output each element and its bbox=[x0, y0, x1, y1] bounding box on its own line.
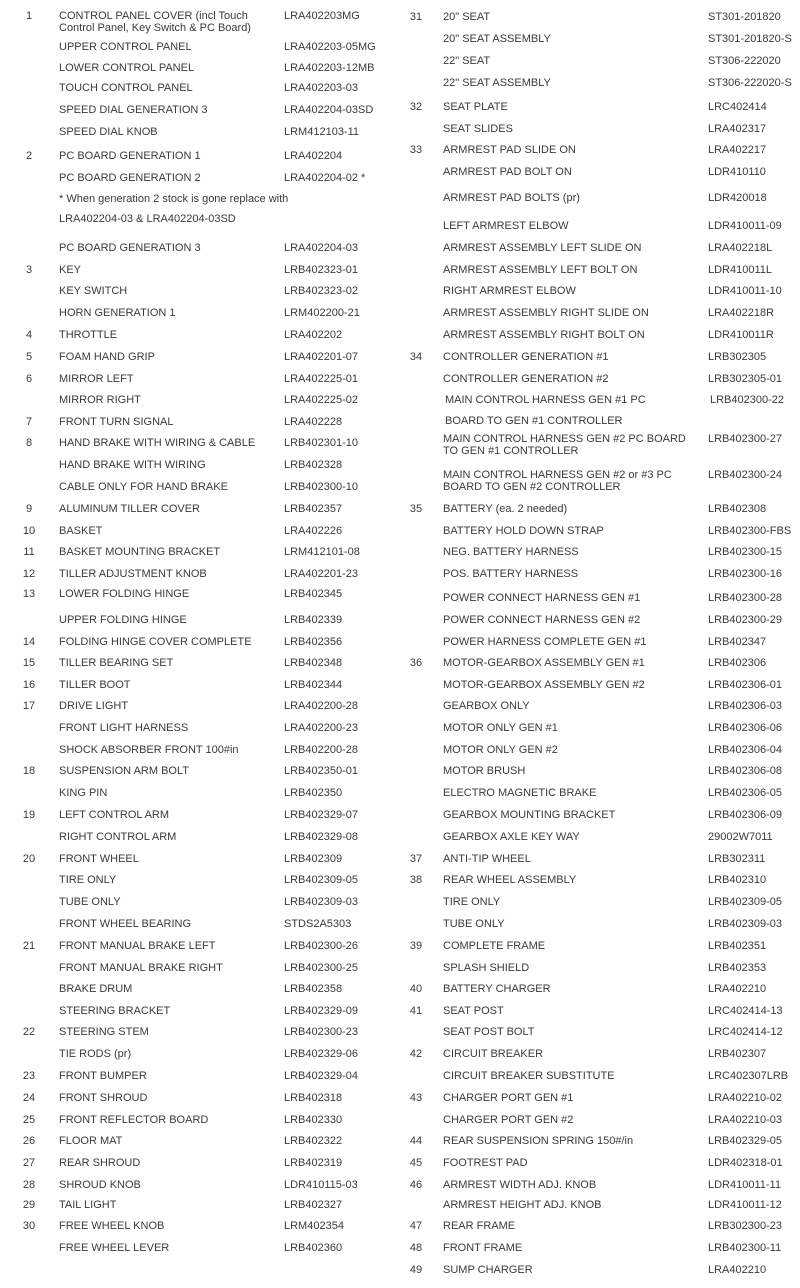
item-number: 49 bbox=[409, 1264, 423, 1276]
item-number: 15 bbox=[22, 657, 36, 669]
part-description: ARMREST PAD BOLTS (pr) bbox=[443, 192, 580, 204]
part-number: LRA402218R bbox=[708, 307, 775, 319]
part-number: LRA402200-28 bbox=[284, 700, 359, 712]
part-description: CABLE ONLY FOR HAND BRAKE bbox=[59, 481, 228, 493]
part-number: LRB402306-03 bbox=[708, 700, 783, 712]
part-description: MOTOR ONLY GEN #2 bbox=[443, 744, 558, 756]
part-description: FREE WHEEL KNOB bbox=[59, 1220, 165, 1232]
item-number: 8 bbox=[25, 437, 33, 449]
part-description: FLOOR MAT bbox=[59, 1135, 123, 1147]
part-description: PC BOARD GENERATION 1 bbox=[59, 150, 201, 162]
part-number: LRA402204-03SD bbox=[284, 104, 374, 116]
part-description: TUBE ONLY bbox=[443, 918, 505, 930]
part-description: UPPER CONTROL PANEL bbox=[59, 41, 192, 53]
part-number: LRA402203-03 bbox=[284, 82, 359, 94]
part-number: LRA402317 bbox=[708, 123, 767, 135]
part-description: SEAT POST BOLT bbox=[443, 1026, 535, 1038]
part-number: LDR410011-12 bbox=[708, 1199, 782, 1211]
part-description: REAR SHROUD bbox=[59, 1157, 141, 1169]
part-number: ST301-201820-S bbox=[708, 33, 792, 45]
item-number: 5 bbox=[25, 351, 33, 363]
part-number: LDR420018 bbox=[708, 192, 767, 204]
part-description: SPEED DIAL GENERATION 3 bbox=[59, 104, 208, 116]
part-description: COMPLETE FRAME bbox=[443, 940, 546, 952]
part-description: SUMP CHARGER bbox=[443, 1264, 533, 1276]
item-number: 31 bbox=[409, 11, 423, 23]
part-description: FRONT MANUAL BRAKE LEFT bbox=[59, 940, 216, 952]
item-number: 4 bbox=[25, 329, 33, 341]
part-description: MAIN CONTROL HARNESS GEN #2 or #3 PC BOARD TO GEN #2 CONTROLLER bbox=[443, 469, 672, 493]
part-description: MIRROR RIGHT bbox=[59, 394, 141, 406]
part-description: FREE WHEEL LEVER bbox=[59, 1242, 170, 1254]
part-number: LDR410011-09 bbox=[708, 220, 782, 232]
part-description: SHROUD KNOB bbox=[59, 1179, 141, 1191]
part-description: FRONT SHROUD bbox=[59, 1092, 148, 1104]
part-description: POS. BATTERY HARNESS bbox=[443, 568, 579, 580]
part-number: LDR410011-11 bbox=[708, 1179, 781, 1191]
part-description: ARMREST PAD BOLT ON bbox=[443, 166, 572, 178]
part-description: FRONT LIGHT HARNESS bbox=[59, 722, 189, 734]
part-number: LRA402218L bbox=[708, 242, 773, 254]
item-number: 14 bbox=[22, 636, 36, 648]
part-number: LRA402210-02 bbox=[708, 1092, 783, 1104]
item-number: 25 bbox=[22, 1114, 36, 1126]
part-number: LRB402301-10 bbox=[284, 437, 359, 449]
item-number: 36 bbox=[409, 657, 423, 669]
part-number: LRM402354 bbox=[284, 1220, 344, 1232]
part-description: TAIL LIGHT bbox=[59, 1199, 117, 1211]
part-number: LRB402344 bbox=[284, 679, 343, 691]
part-number: LRA402201-07 bbox=[284, 351, 359, 363]
part-description: MOTOR-GEARBOX ASSEMBLY GEN #2 bbox=[443, 679, 645, 691]
item-number: 16 bbox=[22, 679, 36, 691]
part-description: TIE RODS (pr) bbox=[59, 1048, 132, 1060]
part-number: LRA402201-23 bbox=[284, 568, 359, 580]
part-description: FRONT REFLECTOR BOARD bbox=[59, 1114, 209, 1126]
part-description: FOLDING HINGE COVER COMPLETE bbox=[59, 636, 252, 648]
part-description: KEY bbox=[59, 264, 82, 276]
part-description: ARMREST ASSEMBLY LEFT BOLT ON bbox=[443, 264, 638, 276]
part-number: LRA402210 bbox=[708, 983, 767, 995]
part-description: KING PIN bbox=[59, 787, 108, 799]
part-number: LRB402300-29 bbox=[708, 614, 783, 626]
part-description: ARMREST ASSEMBLY RIGHT BOLT ON bbox=[443, 329, 645, 341]
part-number: LRA402210-03 bbox=[708, 1114, 783, 1126]
part-number: LRB402360 bbox=[284, 1242, 343, 1254]
part-number: LDR410011R bbox=[708, 329, 774, 341]
part-description: LOWER FOLDING HINGE bbox=[59, 588, 190, 600]
part-number: LRB402329-05 bbox=[708, 1135, 783, 1147]
part-description: SEAT POST bbox=[443, 1005, 504, 1017]
part-description: PC BOARD GENERATION 2 bbox=[59, 172, 201, 184]
part-description: TILLER BOOT bbox=[59, 679, 131, 691]
part-description: SEAT SLIDES bbox=[443, 123, 513, 135]
part-description: 20" SEAT ASSEMBLY bbox=[443, 33, 551, 45]
part-number: LRB402350-01 bbox=[284, 765, 359, 777]
item-number: 28 bbox=[22, 1179, 36, 1191]
part-number: LRB402348 bbox=[284, 657, 343, 669]
part-number: LRB402319 bbox=[284, 1157, 343, 1169]
item-number: 27 bbox=[22, 1157, 36, 1169]
part-number: LRB402309-05 bbox=[708, 896, 783, 908]
part-number: LRB402318 bbox=[284, 1092, 343, 1104]
part-number: LRB402357 bbox=[284, 503, 343, 515]
part-description: REAR SUSPENSION SPRING 150#/in bbox=[443, 1135, 634, 1147]
part-description: HAND BRAKE WITH WIRING bbox=[59, 459, 206, 471]
part-number: LRB402347 bbox=[708, 636, 767, 648]
part-number: LRB402309 bbox=[284, 853, 343, 865]
part-description: HORN GENERATION 1 bbox=[59, 307, 176, 319]
part-number: LDR410115-03 bbox=[284, 1179, 358, 1191]
part-description: 20" SEAT bbox=[443, 11, 491, 23]
part-number: LDR410110 bbox=[708, 166, 766, 178]
part-description: ARMREST ASSEMBLY RIGHT SLIDE ON bbox=[443, 307, 649, 319]
part-description: CIRCUIT BREAKER bbox=[443, 1048, 544, 1060]
item-number: 38 bbox=[409, 874, 423, 886]
part-description: MOTOR ONLY GEN #1 bbox=[443, 722, 558, 734]
part-number: LRB402306-06 bbox=[708, 722, 783, 734]
part-description: BATTERY HOLD DOWN STRAP bbox=[443, 525, 604, 537]
part-number: LRB302311 bbox=[708, 853, 766, 865]
part-number: LRB402306-09 bbox=[708, 809, 783, 821]
item-number: 33 bbox=[409, 144, 423, 156]
part-number: LRB402307 bbox=[708, 1048, 767, 1060]
part-number: LRB402300-24 bbox=[708, 469, 783, 481]
item-number: 39 bbox=[409, 940, 423, 952]
part-number: ST301-201820 bbox=[708, 11, 781, 23]
part-number: LRM412103-11 bbox=[284, 126, 360, 138]
part-description: TIRE ONLY bbox=[59, 874, 117, 886]
part-number: LRB402327 bbox=[284, 1199, 343, 1211]
part-description: BRAKE DRUM bbox=[59, 983, 133, 995]
part-description: CONTROL PANEL COVER (incl Touch Control Panel, Key Switch & PC Board) bbox=[59, 10, 251, 34]
part-description: FRONT BUMPER bbox=[59, 1070, 147, 1082]
item-number: 3 bbox=[25, 264, 33, 276]
item-number: 48 bbox=[409, 1242, 423, 1254]
part-description: SUSPENSION ARM BOLT bbox=[59, 765, 189, 777]
part-description: FOOTREST PAD bbox=[443, 1157, 528, 1169]
part-number: LRB402300-28 bbox=[708, 592, 783, 604]
part-number: LRC402414 bbox=[708, 101, 767, 113]
part-description: 22" SEAT bbox=[443, 55, 491, 67]
part-description: ARMREST PAD SLIDE ON bbox=[443, 144, 576, 156]
part-number: STDS2A5303 bbox=[284, 918, 352, 930]
part-number: LRB402328 bbox=[284, 459, 343, 471]
part-description: TOUCH CONTROL PANEL bbox=[59, 82, 193, 94]
part-number: LRB402351 bbox=[708, 940, 767, 952]
part-number: LRB402306-05 bbox=[708, 787, 783, 799]
part-description: STEERING STEM bbox=[59, 1026, 149, 1038]
part-number: LRB402300-10 bbox=[284, 481, 359, 493]
part-number: LRA402217 bbox=[708, 144, 767, 156]
part-description: PC BOARD GENERATION 3 bbox=[59, 242, 201, 254]
part-number: LRB402306 bbox=[708, 657, 767, 669]
part-description: TIRE ONLY bbox=[443, 896, 501, 908]
part-description: NEG. BATTERY HARNESS bbox=[443, 546, 579, 558]
part-number: ST306-222020 bbox=[708, 55, 781, 67]
part-description: FRONT MANUAL BRAKE RIGHT bbox=[59, 962, 223, 974]
part-description: TILLER BEARING SET bbox=[59, 657, 174, 669]
part-number: LRB402358 bbox=[284, 983, 343, 995]
part-description: MOTOR-GEARBOX ASSEMBLY GEN #1 bbox=[443, 657, 645, 669]
part-description: ELECTRO MAGNETIC BRAKE bbox=[443, 787, 597, 799]
part-number: LRB402300-23 bbox=[284, 1026, 359, 1038]
part-number: LRB402300-25 bbox=[284, 962, 359, 974]
part-description: POWER HARNESS COMPLETE GEN #1 bbox=[443, 636, 647, 648]
item-number: 30 bbox=[22, 1220, 36, 1232]
part-description: CONTROLLER GENERATION #2 bbox=[443, 373, 609, 385]
part-number: LRM412101-08 bbox=[284, 546, 360, 558]
part-number: LRB402345 bbox=[284, 588, 343, 600]
part-description: FRONT TURN SIGNAL bbox=[59, 416, 174, 428]
part-number: LRB402300-FBS bbox=[708, 525, 792, 537]
part-description: ARMREST WIDTH ADJ. KNOB bbox=[443, 1179, 597, 1191]
part-number: LRB402323-01 bbox=[284, 264, 359, 276]
item-number: 19 bbox=[22, 809, 36, 821]
item-number: 11 bbox=[23, 546, 35, 558]
part-description: FOAM HAND GRIP bbox=[59, 351, 155, 363]
part-number: LRB402329-04 bbox=[284, 1070, 359, 1082]
part-description: FRONT FRAME bbox=[443, 1242, 523, 1254]
item-number: 40 bbox=[409, 983, 423, 995]
item-number: 12 bbox=[22, 568, 36, 580]
part-description: MIRROR LEFT bbox=[59, 373, 134, 385]
part-number: LRB302305 bbox=[708, 351, 767, 363]
part-number: LRA402226 bbox=[284, 525, 343, 537]
part-description: DRIVE LIGHT bbox=[59, 700, 129, 712]
part-number: LRA402200-23 bbox=[284, 722, 359, 734]
part-number: LRC402414-12 bbox=[708, 1026, 783, 1038]
item-number: 32 bbox=[409, 101, 423, 113]
part-number: LRB402300-11 bbox=[708, 1242, 782, 1254]
part-number: LRB402329-06 bbox=[284, 1048, 359, 1060]
part-description: SHOCK ABSORBER FRONT 100#in bbox=[59, 744, 239, 756]
part-number: ST306-222020-S bbox=[708, 77, 792, 89]
part-number: LRA402210 bbox=[708, 1264, 767, 1276]
part-number: LRB402339 bbox=[284, 614, 343, 626]
part-number: LRM402200-21 bbox=[284, 307, 360, 319]
part-description: LEFT ARMREST ELBOW bbox=[443, 220, 569, 232]
part-description: 22" SEAT ASSEMBLY bbox=[443, 77, 551, 89]
part-number: LRB402310 bbox=[708, 874, 767, 886]
part-description: RIGHT CONTROL ARM bbox=[59, 831, 177, 843]
part-description: MOTOR BRUSH bbox=[443, 765, 526, 777]
part-description: ANTI-TIP WHEEL bbox=[443, 853, 531, 865]
part-number: LRA402202 bbox=[284, 329, 343, 341]
part-number: LRA402203-05MG bbox=[284, 41, 376, 53]
part-number: LDR410011L bbox=[708, 264, 773, 276]
part-description: MAIN CONTROL HARNESS GEN #2 PC BOARD TO GEN #1 CONTROLLER bbox=[443, 433, 686, 457]
part-description: POWER CONNECT HARNESS GEN #1 bbox=[443, 592, 641, 604]
part-number: LRA402225-01 bbox=[284, 373, 359, 385]
part-number: LRB402308 bbox=[708, 503, 767, 515]
part-number: LRB402309-05 bbox=[284, 874, 359, 886]
item-number: 29 bbox=[22, 1199, 36, 1211]
part-number: LRA402228 bbox=[284, 416, 343, 428]
part-description: GEARBOX AXLE KEY WAY bbox=[443, 831, 580, 843]
item-number: 46 bbox=[409, 1179, 423, 1191]
part-description: TUBE ONLY bbox=[59, 896, 121, 908]
part-number: LRB402329-08 bbox=[284, 831, 359, 843]
part-description: RIGHT ARMREST ELBOW bbox=[443, 285, 576, 297]
part-description: * When generation 2 stock is gone replace with bbox=[59, 193, 289, 205]
item-number: 34 bbox=[409, 351, 423, 363]
part-number: LRB402350 bbox=[284, 787, 343, 799]
part-description: GEARBOX ONLY bbox=[443, 700, 530, 712]
part-description: SEAT PLATE bbox=[443, 101, 508, 113]
item-number: 13 bbox=[22, 588, 36, 600]
item-number: 42 bbox=[409, 1048, 423, 1060]
item-number: 17 bbox=[22, 700, 36, 712]
part-number: LRB302300-23 bbox=[708, 1220, 783, 1232]
part-number: LRA402203-12MB bbox=[284, 62, 375, 74]
item-number: 21 bbox=[22, 940, 36, 952]
part-description: FRONT WHEEL bbox=[59, 853, 139, 865]
part-number: LRB402309-03 bbox=[284, 896, 359, 908]
part-number: LRB402306-01 bbox=[708, 679, 783, 691]
item-number: 43 bbox=[409, 1092, 423, 1104]
part-description: TILLER ADJUSTMENT KNOB bbox=[59, 568, 207, 580]
part-number: LRB402323-02 bbox=[284, 285, 359, 297]
item-number: 35 bbox=[409, 503, 423, 515]
part-number: LRB402200-28 bbox=[284, 744, 359, 756]
part-description: LEFT CONTROL ARM bbox=[59, 809, 170, 821]
part-description: POWER CONNECT HARNESS GEN #2 bbox=[443, 614, 641, 626]
part-description: BOARD TO GEN #1 CONTROLLER bbox=[445, 415, 623, 427]
part-description: BASKET bbox=[59, 525, 103, 537]
part-number: LRB402300-15 bbox=[708, 546, 783, 558]
part-description: STEERING BRACKET bbox=[59, 1005, 171, 1017]
item-number: 24 bbox=[22, 1092, 36, 1104]
part-description: GEARBOX MOUNTING BRACKET bbox=[443, 809, 616, 821]
part-number: LRB402329-07 bbox=[284, 809, 359, 821]
item-number: 9 bbox=[25, 503, 33, 515]
part-number: LRB402322 bbox=[284, 1135, 343, 1147]
part-description: BATTERY (ea. 2 needed) bbox=[443, 503, 568, 515]
item-number: 47 bbox=[409, 1220, 423, 1232]
part-number: LRB402300-22 bbox=[710, 394, 785, 406]
item-number: 20 bbox=[22, 853, 36, 865]
part-description: LRA402204-03 & LRA402204-03SD bbox=[59, 213, 236, 225]
item-number: 37 bbox=[409, 853, 423, 865]
part-description: MAIN CONTROL HARNESS GEN #1 PC bbox=[445, 394, 646, 406]
item-number: 7 bbox=[25, 416, 33, 428]
part-description: REAR FRAME bbox=[443, 1220, 516, 1232]
part-description: SPEED DIAL KNOB bbox=[59, 126, 158, 138]
part-number: LDR402318-01 bbox=[708, 1157, 783, 1169]
item-number: 26 bbox=[22, 1135, 36, 1147]
part-number: LRA402204-03 bbox=[284, 242, 359, 254]
part-number: LRB402356 bbox=[284, 636, 343, 648]
part-number: LRB402306-08 bbox=[708, 765, 783, 777]
part-number: LRC402307LRB bbox=[708, 1070, 789, 1082]
item-number: 44 bbox=[409, 1135, 423, 1147]
part-description: CIRCUIT BREAKER SUBSTITUTE bbox=[443, 1070, 615, 1082]
part-number: LRC402414-13 bbox=[708, 1005, 783, 1017]
part-number: LRB402306-04 bbox=[708, 744, 783, 756]
part-description: CHARGER PORT GEN #2 bbox=[443, 1114, 574, 1126]
part-description: CHARGER PORT GEN #1 bbox=[443, 1092, 574, 1104]
part-description: FRONT WHEEL BEARING bbox=[59, 918, 192, 930]
part-number: 29002W7011 bbox=[708, 831, 773, 843]
part-description: BASKET MOUNTING BRACKET bbox=[59, 546, 221, 558]
part-number: LRA402225-02 bbox=[284, 394, 359, 406]
item-number: 1 bbox=[25, 10, 33, 22]
part-description: LOWER CONTROL PANEL bbox=[59, 62, 195, 74]
item-number: 22 bbox=[22, 1026, 36, 1038]
part-description: SPLASH SHIELD bbox=[443, 962, 530, 974]
item-number: 10 bbox=[22, 525, 36, 537]
part-number: LRB302305-01 bbox=[708, 373, 783, 385]
part-number: LRB402353 bbox=[708, 962, 767, 974]
part-description: ARMREST HEIGHT ADJ. KNOB bbox=[443, 1199, 602, 1211]
part-number: LDR410011-10 bbox=[708, 285, 782, 297]
part-description: BATTERY CHARGER bbox=[443, 983, 551, 995]
item-number: 23 bbox=[22, 1070, 36, 1082]
item-number: 2 bbox=[25, 150, 33, 162]
part-number: LRB402300-16 bbox=[708, 568, 783, 580]
part-description: ARMREST ASSEMBLY LEFT SLIDE ON bbox=[443, 242, 642, 254]
part-description: HAND BRAKE WITH WIRING & CABLE bbox=[59, 437, 256, 449]
part-description: UPPER FOLDING HINGE bbox=[59, 614, 187, 626]
part-description: ALUMINUM TILLER COVER bbox=[59, 503, 200, 515]
item-number: 45 bbox=[409, 1157, 423, 1169]
part-number: LRB402300-27 bbox=[708, 433, 783, 445]
item-number: 18 bbox=[22, 765, 36, 777]
part-description: CONTROLLER GENERATION #1 bbox=[443, 351, 609, 363]
part-description: REAR WHEEL ASSEMBLY bbox=[443, 874, 577, 886]
part-description: KEY SWITCH bbox=[59, 285, 128, 297]
part-number: LRA402204 bbox=[284, 150, 343, 162]
part-number: LRB402329-09 bbox=[284, 1005, 359, 1017]
part-number: LRB402330 bbox=[284, 1114, 343, 1126]
part-number: LRB402300-26 bbox=[284, 940, 359, 952]
item-number: 6 bbox=[25, 373, 33, 385]
part-description: THROTTLE bbox=[59, 329, 118, 341]
part-number: LRA402204-02 * bbox=[284, 172, 366, 184]
part-number: LRA402203MG bbox=[284, 10, 360, 22]
part-number: LRB402309-03 bbox=[708, 918, 783, 930]
item-number: 41 bbox=[409, 1005, 423, 1017]
